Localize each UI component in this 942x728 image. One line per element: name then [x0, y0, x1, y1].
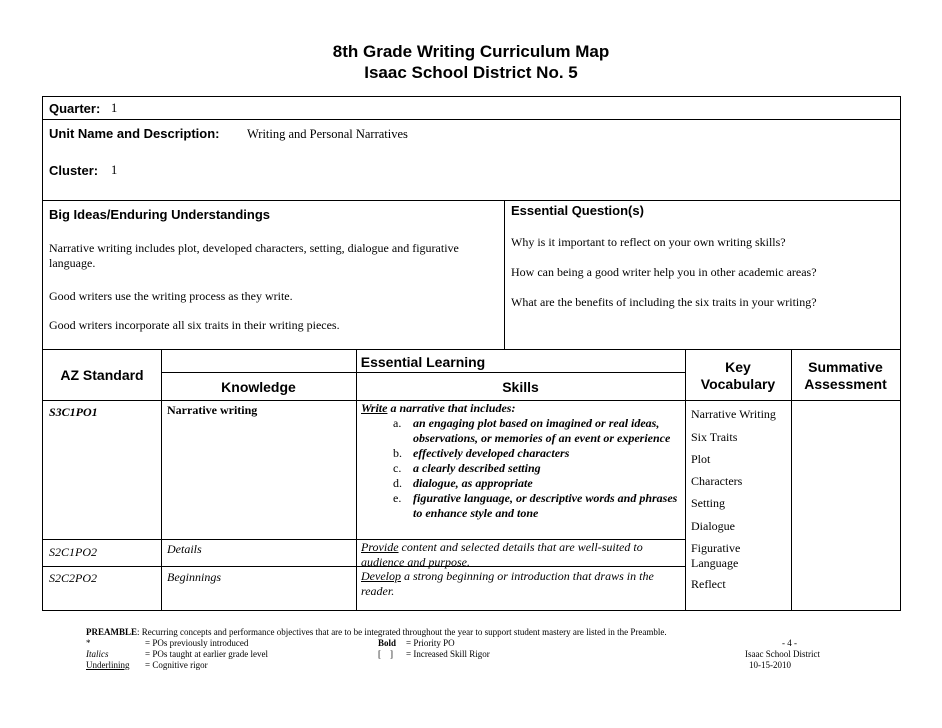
- table-row-skill: Provide content and selected details that are well-suited to audience and purpose.: [361, 540, 643, 569]
- cluster-label: Cluster:: [49, 163, 99, 178]
- curriculum-table: [42, 349, 901, 611]
- skill-list: [361, 416, 681, 521]
- essential-question-item: How can being a good writer help you in other academic areas?: [511, 265, 817, 279]
- legend-text: = Increased Skill Rigor: [406, 649, 490, 659]
- district-name: Isaac School District: [745, 649, 820, 659]
- big-idea-item: Narrative writing includes plot, developed characters, setting, dialogue and figurative language.: [49, 241, 459, 270]
- big-idea-item: Good writers use the writing process as they write.: [49, 289, 293, 303]
- vocab-item: Figurative Language: [691, 541, 741, 570]
- list-item: d. dialogue, as appropriate: [393, 476, 533, 490]
- col-az-standard: AZ Standard: [60, 367, 144, 383]
- quarter-row: [42, 96, 901, 120]
- col-key-vocabulary-2: Vocabulary: [700, 376, 776, 392]
- vocab-item: Six Traits: [691, 430, 738, 444]
- table-row-standard: S2C1PO2: [49, 545, 97, 559]
- list-item: c. a clearly described setting: [393, 461, 541, 475]
- table-row-skill: [361, 401, 681, 521]
- col-key-vocabulary-1: Key: [725, 359, 751, 375]
- legend-key: *: [86, 638, 91, 648]
- legend-text: = Cognitive rigor: [145, 660, 208, 670]
- legend-text: = POs taught at earlier grade level: [145, 649, 269, 659]
- page-number: - 4 -: [782, 638, 797, 648]
- unit-value: Writing and Personal Narratives: [247, 127, 408, 141]
- preamble: PREAMBLE: Recurring concepts and performance objectives that are to be integrated throughout the year to support student mastery are listed in the Preamble.: [86, 627, 667, 637]
- unit-label: Unit Name and Description:: [49, 126, 220, 141]
- quarter-value: 1: [111, 101, 118, 115]
- col-summative-2: Assessment: [804, 376, 887, 392]
- page-title: 8th Grade Writing Curriculum Map: [332, 42, 610, 61]
- legend-key: Underlining: [86, 660, 130, 670]
- legend-key: [ ]: [378, 649, 393, 659]
- essential-questions-heading: Essential Question(s): [511, 203, 644, 218]
- table-row-standard: S2C2PO2: [49, 571, 97, 585]
- col-summative-1: Summative: [808, 359, 883, 375]
- list-item: e. figurative language, or descriptive words and phrases to enhance style and tone: [393, 491, 678, 520]
- legend-text: = Priority PO: [406, 638, 455, 648]
- legend-key: Bold: [378, 638, 397, 648]
- table-row-skill: Develop a strong beginning or introduction that draws in the reader.: [361, 569, 654, 598]
- table-row-knowledge: Details: [167, 542, 202, 556]
- table-row-knowledge: Beginnings: [167, 570, 221, 584]
- big-ideas-section: [42, 200, 901, 350]
- col-skills: Skills: [502, 379, 539, 395]
- revision-date: 10-15-2010: [749, 660, 791, 670]
- table-row-standard: S3C1PO1: [49, 405, 98, 419]
- unit-section: [42, 119, 901, 201]
- vocab-item: Narrative Writing: [691, 407, 776, 421]
- skill-verb: Write: [361, 401, 388, 415]
- big-idea-item: Good writers incorporate all six traits in their writing pieces.: [49, 318, 340, 332]
- vocab-item: Reflect: [691, 577, 726, 591]
- list-item: a. an engaging plot based on imagined or real ideas, observations, or memories of an event or experience: [393, 416, 671, 445]
- cluster-value: 1: [111, 163, 118, 177]
- table-row-knowledge: Narrative writing: [167, 403, 258, 417]
- big-ideas-heading: Big Ideas/Enduring Understandings: [49, 207, 271, 222]
- quarter-label: Quarter:: [49, 101, 101, 116]
- legend-key: Italics: [86, 649, 109, 659]
- col-essential-learning: Essential Learning: [360, 354, 486, 370]
- skill-text: a narrative that includes:: [387, 401, 516, 415]
- vocab-item: Dialogue: [691, 519, 735, 533]
- list-item: b. effectively developed characters: [393, 446, 570, 460]
- essential-question-item: Why is it important to reflect on your own writing skills?: [511, 235, 786, 249]
- legend-text: = POs previously introduced: [145, 638, 249, 648]
- vocab-item: Plot: [691, 452, 711, 466]
- vocab-item: Characters: [691, 474, 743, 488]
- col-knowledge: Knowledge: [221, 379, 296, 395]
- essential-question-item: What are the benefits of including the six traits in your writing?: [511, 295, 817, 309]
- vocab-item: Setting: [691, 496, 726, 510]
- page-subtitle: Isaac School District No. 5: [364, 63, 578, 82]
